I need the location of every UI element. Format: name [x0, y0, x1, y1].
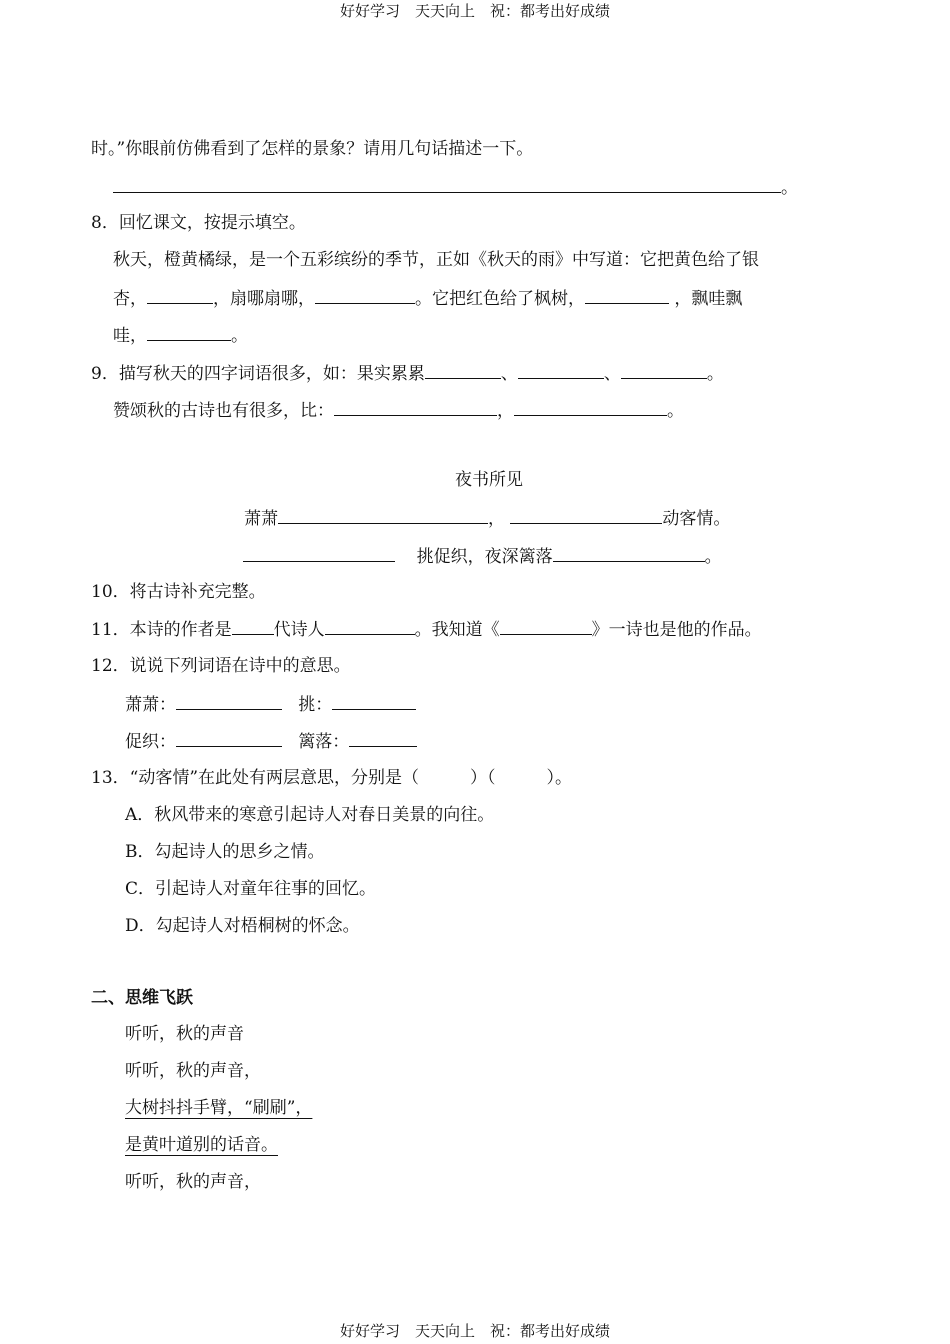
- q9-blank-1[interactable]: [425, 362, 501, 379]
- q13-option-a[interactable]: A．秋风带来的寒意引起诗人对春日美景的向往。: [125, 805, 495, 825]
- q11-blank-poem[interactable]: [500, 618, 592, 635]
- page-footer: 好好学习 天天向上 祝：都考出好成绩: [339, 1322, 610, 1340]
- q10: 10．将古诗补充完整。: [91, 582, 266, 602]
- q8-line1: 秋天，橙黄橘绿，是一个五彩缤纷的季节，正如《秋天的雨》中写道：它把黄色给了银: [113, 250, 759, 270]
- q13-option-c[interactable]: C．引起诗人对童年往事的回忆。: [125, 879, 377, 899]
- q11-blank-poet[interactable]: [325, 618, 415, 635]
- q7-answer-row: [113, 176, 798, 199]
- q8-blank-1[interactable]: [147, 287, 213, 304]
- poem-line1: 萧萧 ， 动客情。: [244, 509, 731, 529]
- q13-title: 13．“动客情”在此处有两层意思，分别是（ ）（ ）。: [91, 768, 573, 788]
- q13-option-d[interactable]: D．勾起诗人对梧桐树的怀念。: [125, 916, 360, 936]
- q9-blank-2[interactable]: [518, 362, 604, 379]
- q7-end: 。: [781, 178, 798, 198]
- section2-line4: 是黄叶道别的话音。: [125, 1135, 278, 1155]
- poem-blank-2[interactable]: [510, 507, 662, 524]
- page-header: 好好学习 天天向上 祝：都考出好成绩: [339, 2, 610, 20]
- q8-blank-4[interactable]: [147, 324, 231, 341]
- q8-title: 8．回忆课文，按提示填空。: [91, 213, 306, 233]
- section2-line2: 听听，秋的声音，: [125, 1061, 261, 1081]
- poem-blank-4[interactable]: [553, 545, 705, 562]
- q12-blank-liluo[interactable]: [349, 730, 417, 747]
- q12-blank-xiaoxiao[interactable]: [176, 693, 282, 710]
- section2-title: 二、思维飞跃: [91, 988, 193, 1008]
- q9-line2: 赞颂秋的古诗也有很多，比： ， 。: [113, 401, 684, 421]
- poem-line2: 挑促织，夜深篱落 。: [243, 545, 722, 568]
- q7-line: 时。”你眼前仿佛看到了怎样的景象？请用几句话描述一下。: [91, 139, 534, 159]
- q9-blank-5[interactable]: [514, 399, 667, 416]
- q12-row1: 萧萧： 挑：: [125, 693, 416, 716]
- q8-line2: 杏， ，扇哪扇哪， 。它把红色给了枫树， ，飘哇飘: [113, 289, 743, 309]
- poem-blank-3[interactable]: [243, 545, 395, 562]
- poem-blank-1[interactable]: [278, 507, 488, 524]
- q9-blank-4[interactable]: [334, 399, 497, 416]
- section2-line3: 大树抖抖手臂，“刷刷”，: [125, 1098, 313, 1118]
- q13-option-b[interactable]: B．勾起诗人的思乡之情。: [125, 842, 325, 862]
- poem-title: 夜书所见: [455, 470, 523, 490]
- q11: 11．本诗的作者是 代诗人 。我知道《 》一诗也是他的作品。: [91, 620, 762, 640]
- q11-blank-dynasty[interactable]: [232, 618, 274, 635]
- q8-blank-2[interactable]: [315, 287, 415, 304]
- q12-blank-tiao[interactable]: [332, 693, 416, 710]
- section2-line5: 听听，秋的声音，: [125, 1172, 261, 1192]
- q12-blank-cuzhi[interactable]: [176, 730, 282, 747]
- q9-line1: 9．描写秋天的四字词语很多，如：果实累累 、 、 。: [91, 364, 724, 384]
- q8-blank-3[interactable]: [585, 287, 669, 304]
- q9-blank-3[interactable]: [621, 362, 707, 379]
- section2-line1: 听听，秋的声音: [125, 1024, 244, 1044]
- q12-title: 12．说说下列词语在诗中的意思。: [91, 656, 351, 676]
- q7-answer-blank[interactable]: [113, 176, 781, 193]
- q8-line3: 哇， 。: [113, 326, 248, 346]
- q12-row2: 促织： 篱落：: [125, 730, 417, 753]
